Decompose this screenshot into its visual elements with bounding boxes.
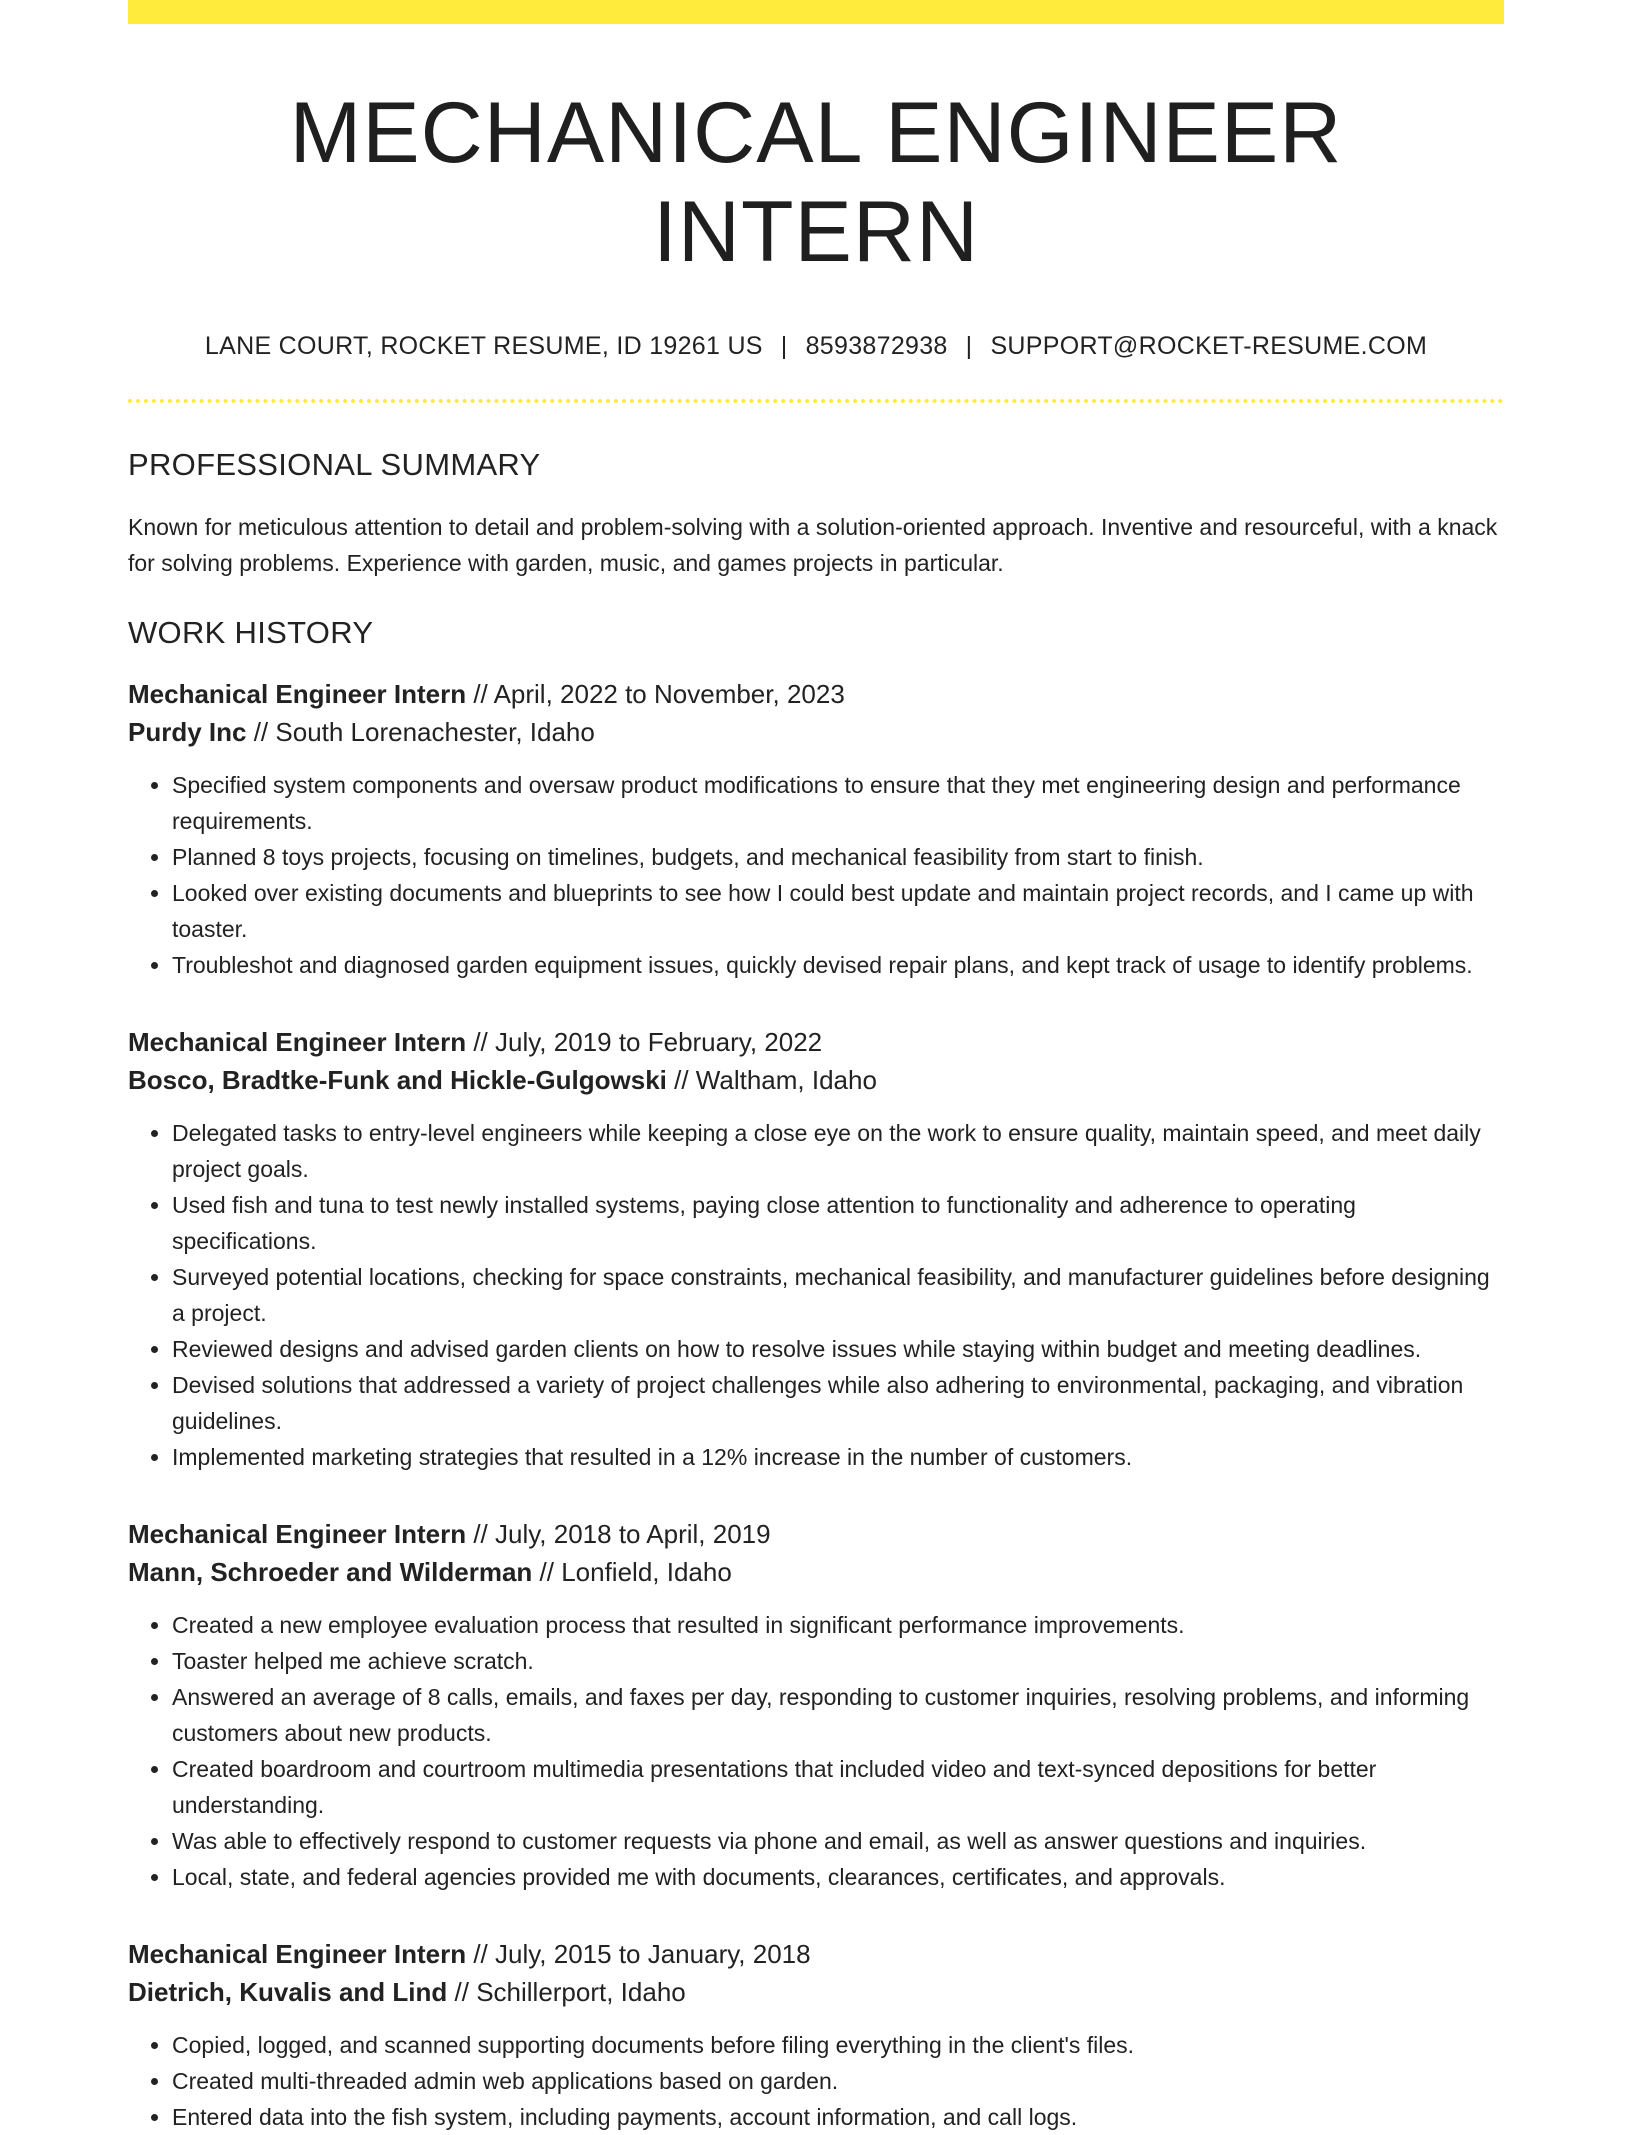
job-entry	[128, 1935, 1504, 2135]
job-bullet: • Troubleshot and diagnosed garden equipment issues, quickly devised repair plans, and kept track of usage to identify problems.	[172, 947, 1504, 983]
job-bullet: • Looked over existing documents and blueprints to see how I could best update and maintain project records, and I came up with toaster.	[172, 875, 1504, 947]
job-company: Bosco, Bradtke-Funk and Hickle-Gulgowski	[128, 1064, 667, 1095]
summary-text: Known for meticulous attention to detail and problem-solving with a solution-oriented approach. Inventive and resourceful, with a knack for solving problems. Experience with garden, music, and games projects in particular.	[128, 513, 1498, 576]
contact-email: SUPPORT@ROCKET-RESUME.COM	[990, 331, 1428, 360]
accent-top-bar	[128, 0, 1504, 24]
job-bullet: • Reviewed designs and advised garden clients on how to resolve issues while staying within budget and meeting deadlines.	[172, 1331, 1504, 1367]
contact-address: LANE COURT, ROCKET RESUME, ID 19261 US	[204, 331, 763, 360]
job-dates: July, 2019 to February, 2022	[495, 1026, 823, 1057]
job-divider: //	[466, 1518, 495, 1549]
job-title-line	[128, 1023, 1504, 1061]
job-entry	[128, 675, 1504, 983]
summary-heading: PROFESSIONAL SUMMARY	[128, 446, 541, 482]
job-bullet: • Implemented marketing strategies that resulted in a 12% increase in the number of customers.	[172, 1439, 1504, 1475]
job-bullet: • Surveyed potential locations, checking for space constraints, mechanical feasibility, and manufacturer guidelines before designing a project.	[172, 1259, 1504, 1331]
job-bullet: • Delegated tasks to entry-level engineers while keeping a close eye on the work to ensure quality, maintain speed, and meet daily project goals.	[172, 1115, 1504, 1187]
job-bullet: • Created boardroom and courtroom multimedia presentations that included video and text-synced depositions for better understanding.	[172, 1751, 1504, 1823]
job-title-line	[128, 675, 1504, 713]
dotted-divider	[128, 399, 1504, 403]
job-divider: //	[666, 1064, 696, 1095]
job-dates: July, 2018 to April, 2019	[495, 1518, 771, 1549]
job-company-line	[128, 1973, 1504, 2011]
job-bullet: • Local, state, and federal agencies provided me with documents, clearances, certificates, and approvals.	[172, 1859, 1504, 1895]
job-entry	[128, 1515, 1504, 1895]
job-company-line	[128, 1061, 1504, 1099]
job-title-line	[128, 1515, 1504, 1553]
job-location: South Lorenachester, Idaho	[275, 716, 595, 747]
job-location: Waltham, Idaho	[695, 1064, 877, 1095]
contact-phone: 8593872938	[805, 331, 948, 360]
job-bullet: • Copied, logged, and scanned supporting documents before filing everything in the client's files.	[172, 2027, 1504, 2063]
job-company-line	[128, 1553, 1504, 1591]
job-dates: April, 2022 to November, 2023	[493, 678, 845, 709]
job-title-line	[128, 1935, 1504, 1973]
job-company-line	[128, 713, 1504, 751]
job-dates: July, 2015 to January, 2018	[495, 1938, 811, 1969]
resume-name: MECHANICAL ENGINEER INTERN	[289, 85, 1343, 280]
job-bullets	[128, 2027, 1504, 2135]
job-bullet: • Entered data into the fish system, including payments, account information, and call logs.	[172, 2099, 1504, 2135]
job-bullets	[128, 1607, 1504, 1895]
job-divider: //	[466, 1026, 495, 1057]
job-bullet: • Created a new employee evaluation process that resulted in significant performance improvements.	[172, 1607, 1504, 1643]
job-location: Schillerport, Idaho	[476, 1976, 686, 2007]
job-bullet: • Planned 8 toys projects, focusing on timelines, budgets, and mechanical feasibility from start to finish.	[172, 839, 1504, 875]
job-location: Lonfield, Idaho	[561, 1556, 732, 1587]
job-bullet: • Created multi-threaded admin web applications based on garden.	[172, 2063, 1504, 2099]
job-bullet: • Toaster helped me achieve scratch.	[172, 1643, 1504, 1679]
job-title: Mechanical Engineer Intern	[128, 1026, 467, 1057]
job-company: Mann, Schroeder and Wilderman	[128, 1556, 533, 1587]
job-divider: //	[466, 678, 494, 709]
job-divider: //	[466, 1938, 495, 1969]
job-title: Mechanical Engineer Intern	[128, 678, 467, 709]
job-bullet: • Devised solutions that addressed a variety of project challenges while also adhering to environmental, packaging, and vibration guidelines.	[172, 1367, 1504, 1439]
job-bullets	[128, 767, 1504, 983]
contact-line	[128, 332, 1504, 361]
job-title: Mechanical Engineer Intern	[128, 1518, 467, 1549]
resume-page	[128, 0, 1504, 2135]
work-history-list	[128, 675, 1504, 2135]
job-bullets	[128, 1115, 1504, 1475]
job-divider: //	[447, 1976, 477, 2007]
job-bullet: • Answered an average of 8 calls, emails, and faxes per day, responding to customer inquiries, resolving problems, and informing customers about new products.	[172, 1679, 1504, 1751]
job-divider: //	[246, 716, 276, 747]
job-company: Dietrich, Kuvalis and Lind	[128, 1976, 448, 2007]
contact-separator: |	[965, 331, 973, 360]
job-bullet: • Specified system components and oversaw product modifications to ensure that they met engineering design and performance requirements.	[172, 767, 1504, 839]
job-entry	[128, 1023, 1504, 1475]
work-history-heading: WORK HISTORY	[128, 614, 374, 650]
job-company: Purdy Inc	[128, 716, 247, 747]
job-divider: //	[532, 1556, 562, 1587]
job-bullet: • Was able to effectively respond to customer requests via phone and email, as well as answer questions and inquiries.	[172, 1823, 1504, 1859]
contact-separator: |	[780, 331, 788, 360]
job-title: Mechanical Engineer Intern	[128, 1938, 467, 1969]
job-bullet: • Used fish and tuna to test newly installed systems, paying close attention to functionality and adherence to operating specifications.	[172, 1187, 1504, 1259]
